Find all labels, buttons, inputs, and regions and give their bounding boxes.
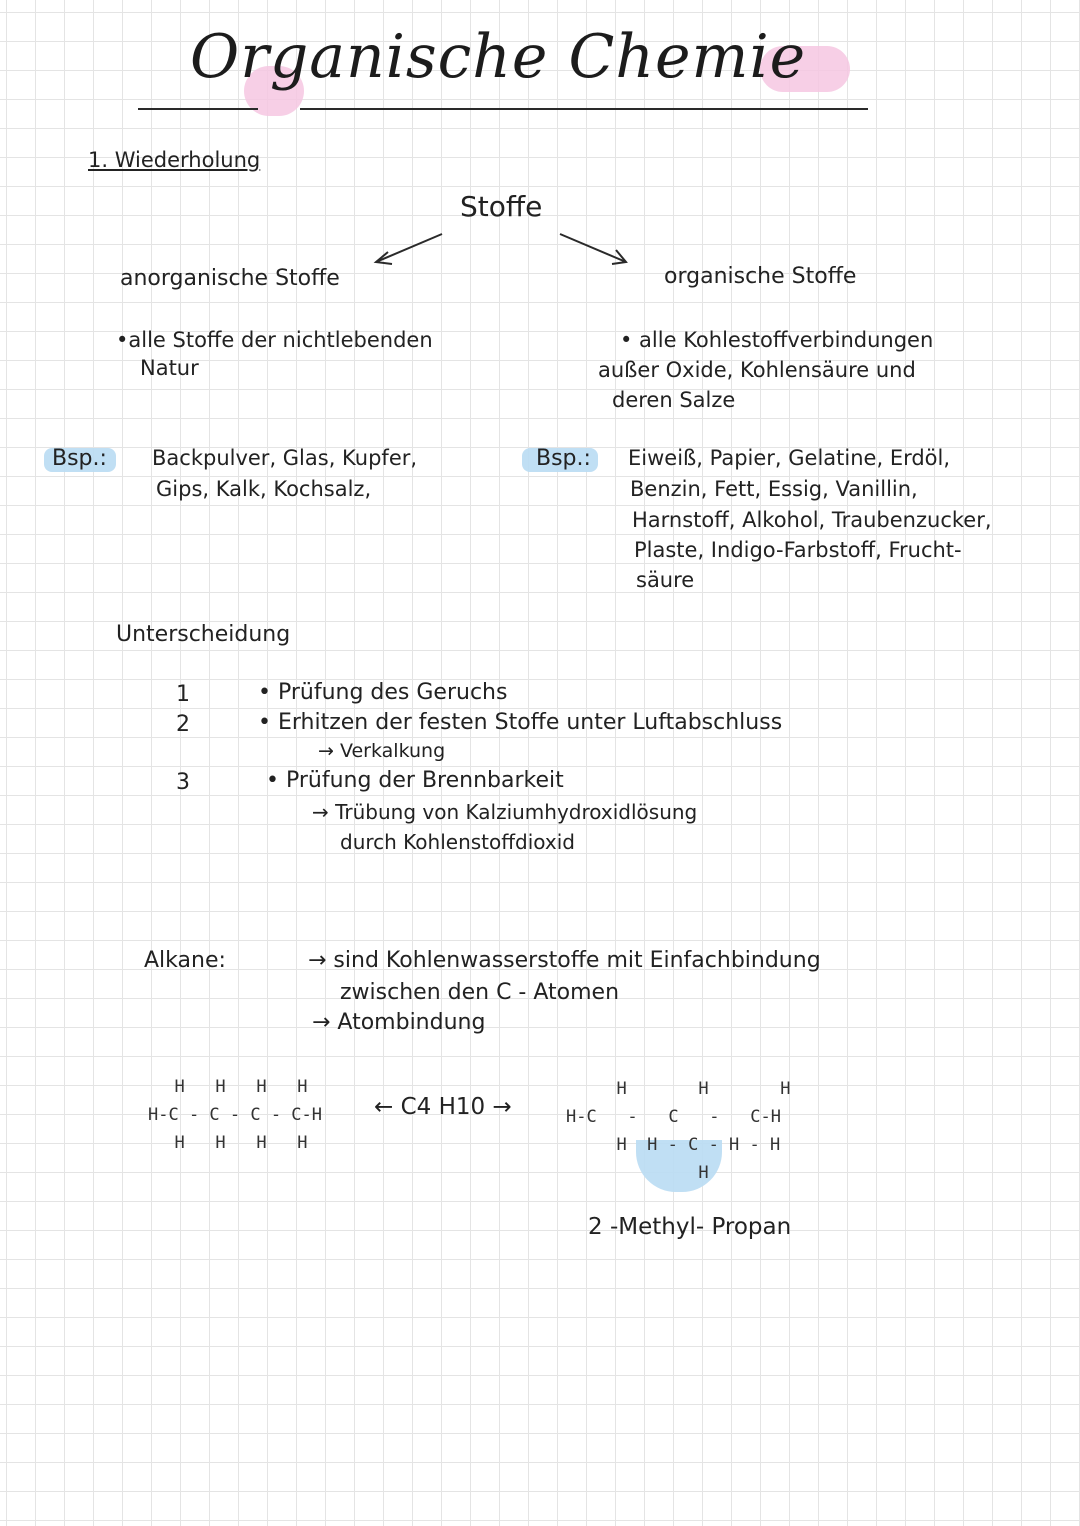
alkane-line-1: → sind Kohlenwasserstoffe mit Einfachbindung <box>308 948 821 973</box>
isomer-name: 2 -Methyl- Propan <box>588 1214 792 1240</box>
isobutane-row-3: H H - C - H - H <box>596 1135 781 1155</box>
right-example-4: Plaste, Indigo-Farbstoff, Frucht- <box>634 538 962 562</box>
distinction-number-3: 3 <box>176 770 190 795</box>
alkane-line-2: zwischen den C - Atomen <box>340 980 620 1005</box>
page-title: Organische Chemie <box>190 22 807 92</box>
distinction-heading: Unterscheidung <box>116 622 291 647</box>
right-example-3: Harnstoff, Alkohol, Traubenzucker, <box>632 508 992 532</box>
section-heading: 1. Wiederholung <box>88 148 261 172</box>
molecular-formula: ← C4 H10 → <box>374 1094 512 1120</box>
right-definition-1: • alle Kohlestoffverbindungen <box>620 328 934 352</box>
left-definition-1: •alle Stoffe der nichtlebenden <box>116 328 433 352</box>
alkane-label: Alkane: <box>144 948 226 973</box>
right-example-5: säure <box>636 568 695 592</box>
right-bsp-label: Bsp.: <box>536 446 591 471</box>
right-definition-3: deren Salze <box>612 388 736 412</box>
tree-root: Stoffe <box>460 190 543 223</box>
butane-row-2: H-C - C - C - C-H <box>148 1105 322 1125</box>
right-example-2: Benzin, Fett, Essig, Vanillin, <box>630 477 918 501</box>
right-definition-2: außer Oxide, Kohlensäure und <box>598 358 916 382</box>
isobutane-row-1: H H H <box>596 1079 791 1099</box>
distinction-number-2: 2 <box>176 712 190 737</box>
distinction-line-5: → Trübung von Kalziumhydroxidlösung <box>312 800 698 824</box>
right-heading: organische Stoffe <box>664 264 857 289</box>
butane-row-1: H H H H <box>154 1077 308 1097</box>
distinction-line-1: • Prüfung des Geruchs <box>258 680 508 705</box>
left-bsp-label: Bsp.: <box>52 446 107 471</box>
alkane-line-3: → Atombindung <box>312 1010 486 1035</box>
isobutane-row-4: H <box>596 1163 709 1183</box>
distinction-line-2: • Erhitzen der festen Stoffe unter Luftabschluss <box>258 710 783 735</box>
left-heading: anorganische Stoffe <box>120 266 340 291</box>
butane-row-3: H H H H <box>154 1133 308 1153</box>
right-example-1: Eiweiß, Papier, Gelatine, Erdöl, <box>628 446 951 470</box>
left-example-1: Backpulver, Glas, Kupfer, <box>152 446 418 470</box>
distinction-number-1: 1 <box>176 682 190 707</box>
distinction-line-3: → Verkalkung <box>318 740 446 762</box>
isobutane-row-2: H-C - C - C-H <box>566 1107 781 1127</box>
distinction-line-6: durch Kohlenstoffdioxid <box>340 830 575 854</box>
left-example-2: Gips, Kalk, Kochsalz, <box>156 477 372 501</box>
left-definition-2: Natur <box>140 356 199 380</box>
distinction-line-4: • Prüfung der Brennbarkeit <box>266 768 564 793</box>
